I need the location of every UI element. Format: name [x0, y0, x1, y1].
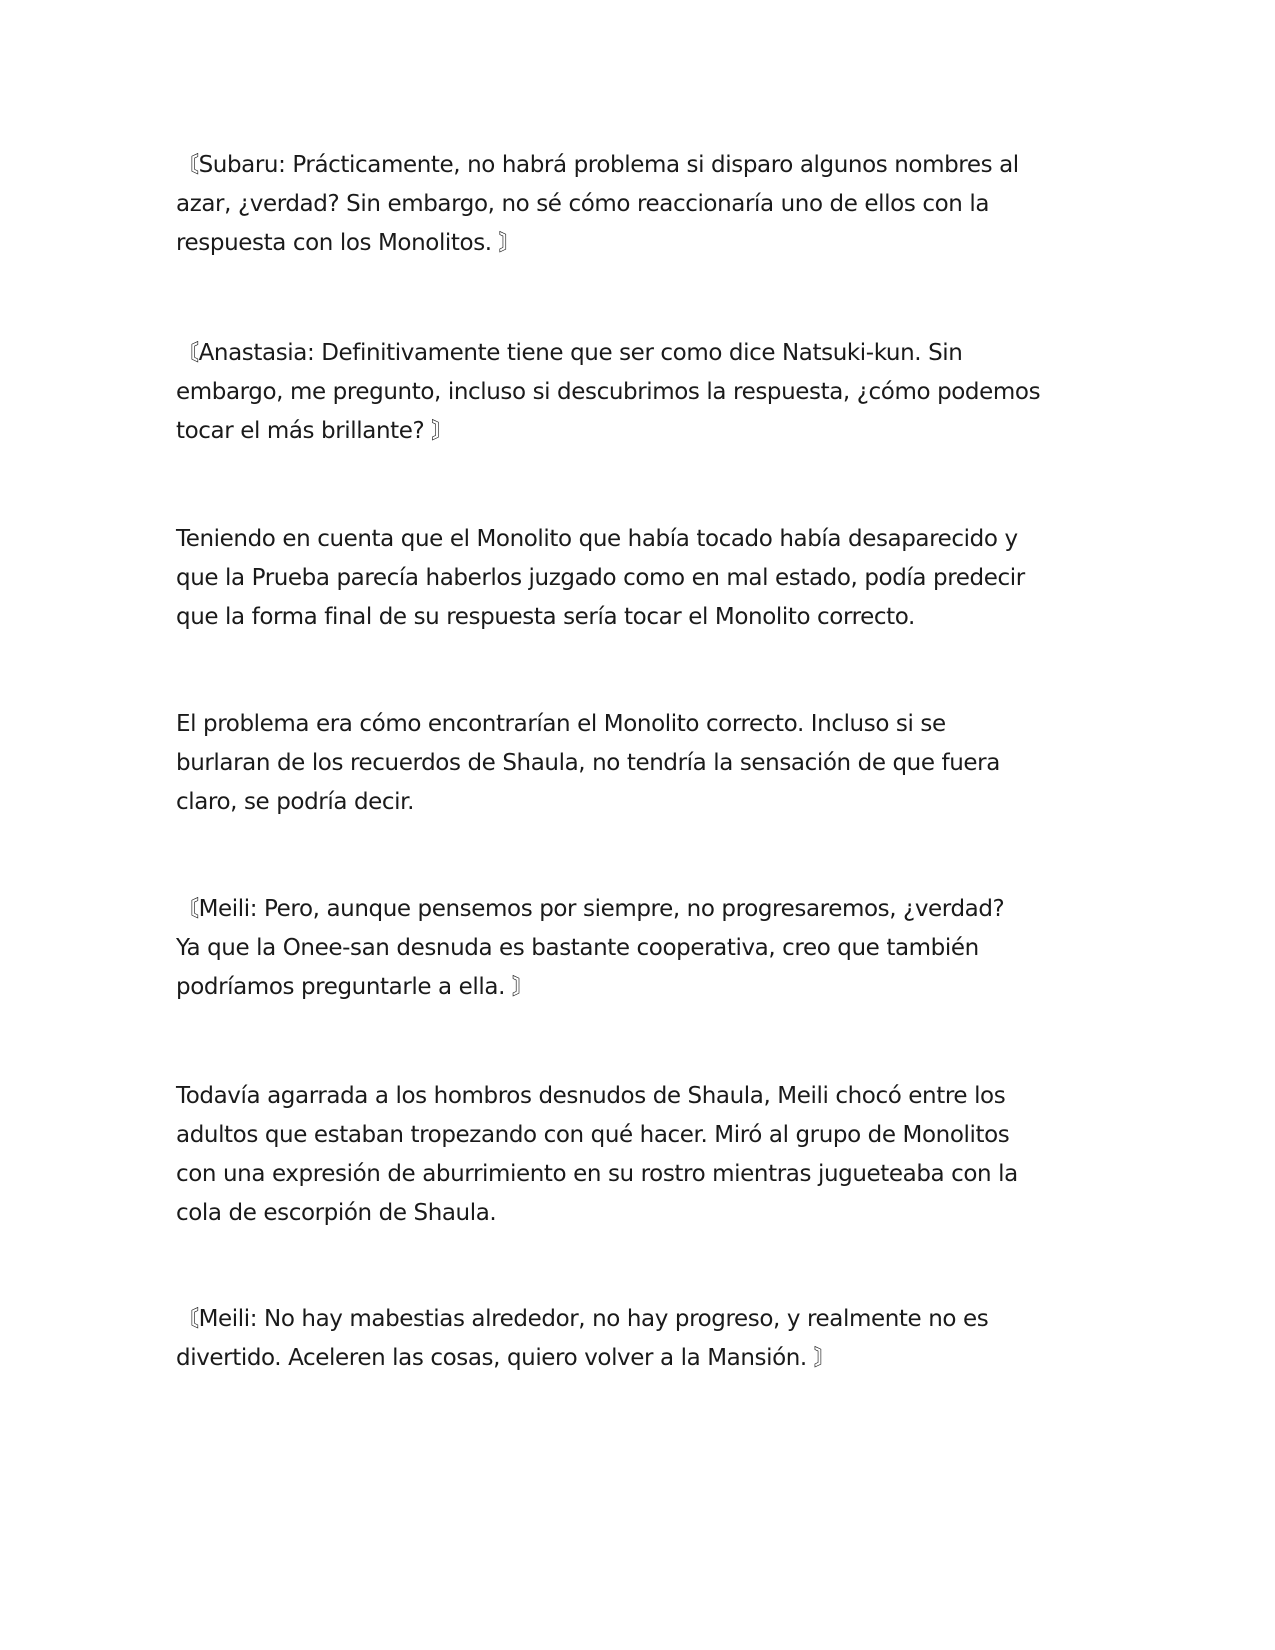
paragraph-meili-dialogue-2: 〘Meili: No hay mabestias alrededor, no hay progreso, y realmente no es divertido. Aceleren las cosas, quiero volver a la Mansión. 〙 — [176, 1306, 989, 1371]
paragraph-anastasia-dialogue: 〘Anastasia: Definitivamente tiene que ser como dice Natsuki-kun. Sin embargo, me pregunto, incluso si descubrimos la respuesta, ¿cómo podemos tocar el más brillante? 〙 — [176, 340, 1041, 444]
paragraph-narration-monolith: Teniendo en cuenta que el Monolito que había tocado había desaparecido y que la Prueba parecía haberlos juzgado como en mal estado, podía predecir que la forma final de su respuesta sería tocar el Monolito correcto. — [176, 526, 1025, 630]
paragraph-narration-problem: El problema era cómo encontrarían el Monolito correcto. Incluso si se burlaran de los recuerdos de Shaula, no tendría la sensación de que fuera claro, se podría decir. — [176, 711, 1000, 815]
paragraph-subaru-dialogue: 〘Subaru: Prácticamente, no habrá problema si disparo algunos nombres al azar, ¿verdad? Sin embargo, no sé cómo reaccionaría uno de ellos con la respuesta con los Monolitos. 〙 — [176, 152, 1019, 256]
paragraph-narration-meili: Todavía agarrada a los hombros desnudos de Shaula, Meili chocó entre los adultos que estaban tropezando con qué hacer. Miró al grupo de Monolitos con una expresión de aburrimiento en su rostro mientras jugueteaba con la cola de escorpión de Shaula. — [176, 1083, 1018, 1226]
paragraph-meili-dialogue-1: 〘Meili: Pero, aunque pensemos por siempre, no progresaremos, ¿verdad? Ya que la Onee-san desnuda es bastante cooperativa, creo que también podríamos preguntarle a ella. 〙 — [176, 896, 1005, 1000]
